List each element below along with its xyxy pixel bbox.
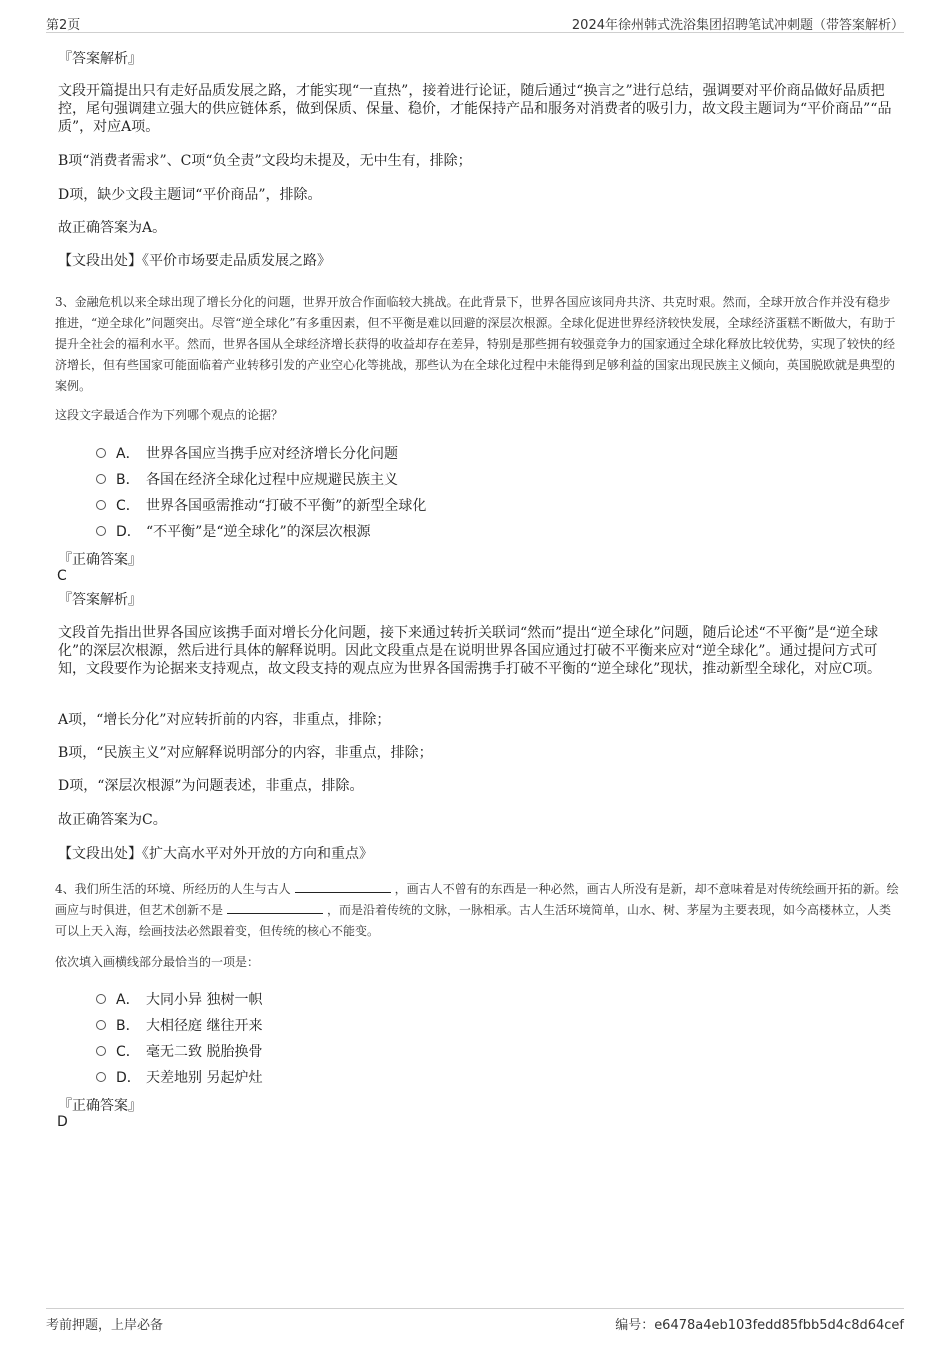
q3-analysis-p4: D项，“深层次根源”为问题表述，非重点，排除。	[58, 778, 364, 794]
radio-icon[interactable]	[96, 1072, 106, 1082]
q2-analysis-p1: 文段开篇提出只有走好品质发展之路，才能实现“一直热”，接着进行论证，随后通过“换言之”进行总结，强调要对平价商品做好品质把控，尾句强调建立强大的供应链体系，做到保质、保量、稳价，才能保持产品和服务对消费者的吸引力，故文段主题词为“平价商品”“品质”，对应A项。	[58, 83, 892, 135]
q4-answer: D	[57, 1114, 68, 1130]
q3-analysis-p3: B项，“民族主义”对应解释说明部分的内容，非重点，排除；	[58, 745, 433, 761]
q2-analysis-tag: 『答案解析』	[58, 51, 142, 67]
q2-conclusion: 故正确答案为A。	[58, 220, 167, 236]
q3-source: 【文段出处】《扩大高水平对外开放的方向和重点》	[58, 846, 373, 862]
q3-question: 3、金融危机以来全球出现了增长分化的问题，世界开放合作面临较大挑战。在此背景下，世界各国应该同舟共济、共克时艰。然而，全球开放合作并没有稳步推进，“逆全球化”问题突出。尽管“逆全球化”有多重因素，但不平衡是难以回避的深层次根源。全球化促进世界经济较快发展，全球经济蛋糕不断做大，有助于提升全社会的福利水平。然而，世界各国从全球经济增长获得的收益却存在差异，特别是那些拥有较强竞争力的国家通过全球化释放比较优势，实现了较快的经济增长，但有些国家可能面临着产业转移引发的产业空心化等挑战，那些认为在全球化过程中未能得到足够利益的国家出现民族主义倾向，英国脱欧就是典型的案例。	[55, 295, 896, 393]
q3-prompt: 这段文字最适合作为下列哪个观点的论据？	[55, 408, 284, 422]
radio-icon[interactable]	[96, 994, 106, 1004]
page-header	[46, 10, 904, 33]
q3-analysis-p1: 文段首先指出世界各国应该携手面对增长分化问题，接下来通过转折关联词“然而”提出“逆全球化”问题，随后论述“不平衡”是“逆全球化”的深层次根源，然后进行具体的解释说明。因此文段重点是在说明世界各国应通过打破不平衡来应对“逆全球化”。通过提问方式可知，文段要作为论据来支持观点，故文段支持的观点应为世界各国需携手打破不平衡的“逆全球化”现状，推动新型全球化，对应C项。	[58, 625, 882, 677]
page-number: 第2页	[46, 18, 81, 33]
q3-analysis-p2: A项，“增长分化”对应转折前的内容，非重点，排除；	[58, 712, 391, 728]
radio-icon[interactable]	[96, 500, 106, 510]
q3-option-b[interactable]: B． 各国在经济全球化过程中应规避民族主义	[96, 469, 398, 489]
q4-question: 4、我们所生活的环境、所经历的人生与古人 ，画古人不曾有的东西是一种必然，画古人所没有是新，却不意味着是对传统绘画开拓的新。绘画应与时俱进，但艺术创新不是 ，而是沿着传统的文脉，一脉相承。古人生活环境简单，山水、树、茅屋为主要表现，如今高楼林立，人类可以上天入海，绘画技法必然跟着变，但传统的核心不能变。	[55, 882, 899, 938]
q4-answer-tag: 『正确答案』	[58, 1098, 142, 1114]
document-title: 2024年徐州韩式洗浴集团招聘笔试冲刺题（带答案解析）	[571, 18, 904, 33]
q3-answer-tag: 『正确答案』	[58, 552, 142, 568]
q3-option-a[interactable]: A． 世界各国应当携手应对经济增长分化问题	[96, 443, 398, 463]
q4-prompt: 依次填入画横线部分最恰当的一项是：	[55, 955, 260, 969]
fill-blank-2[interactable]	[227, 901, 323, 914]
page-footer	[46, 1308, 904, 1335]
radio-icon[interactable]	[96, 1020, 106, 1030]
q3-answer: C	[57, 568, 67, 584]
q4-option-c[interactable]: C． 毫无二致 脱胎换骨	[96, 1041, 262, 1061]
q2-analysis-p3: D项，缺少文段主题词“平价商品”，排除。	[58, 187, 322, 203]
document-id: 编号：e6478a4eb103fedd85fbb5d4c8d64cef	[615, 1318, 904, 1333]
radio-icon[interactable]	[96, 474, 106, 484]
q2-source: 【文段出处】《平价市场要走品质发展之路》	[58, 253, 331, 269]
q4-option-b[interactable]: B． 大相径庭 继往开来	[96, 1015, 262, 1035]
q3-option-c[interactable]: C． 世界各国亟需推动“打破不平衡”的新型全球化	[96, 495, 426, 515]
q4-option-a[interactable]: A． 大同小异 独树一帜	[96, 989, 262, 1009]
footer-slogan: 考前押题，上岸必备	[46, 1318, 164, 1333]
q2-analysis-p2: B项“消费者需求”、C项“负全责”文段均未提及，无中生有，排除；	[58, 153, 472, 169]
q3-analysis-tag: 『答案解析』	[58, 592, 142, 608]
q3-conclusion: 故正确答案为C。	[58, 812, 167, 828]
radio-icon[interactable]	[96, 526, 106, 536]
radio-icon[interactable]	[96, 448, 106, 458]
radio-icon[interactable]	[96, 1046, 106, 1056]
fill-blank-1[interactable]	[295, 880, 391, 893]
q3-option-d[interactable]: D． “不平衡”是“逆全球化”的深层次根源	[96, 521, 371, 541]
q4-option-d[interactable]: D． 天差地别 另起炉灶	[96, 1067, 262, 1087]
